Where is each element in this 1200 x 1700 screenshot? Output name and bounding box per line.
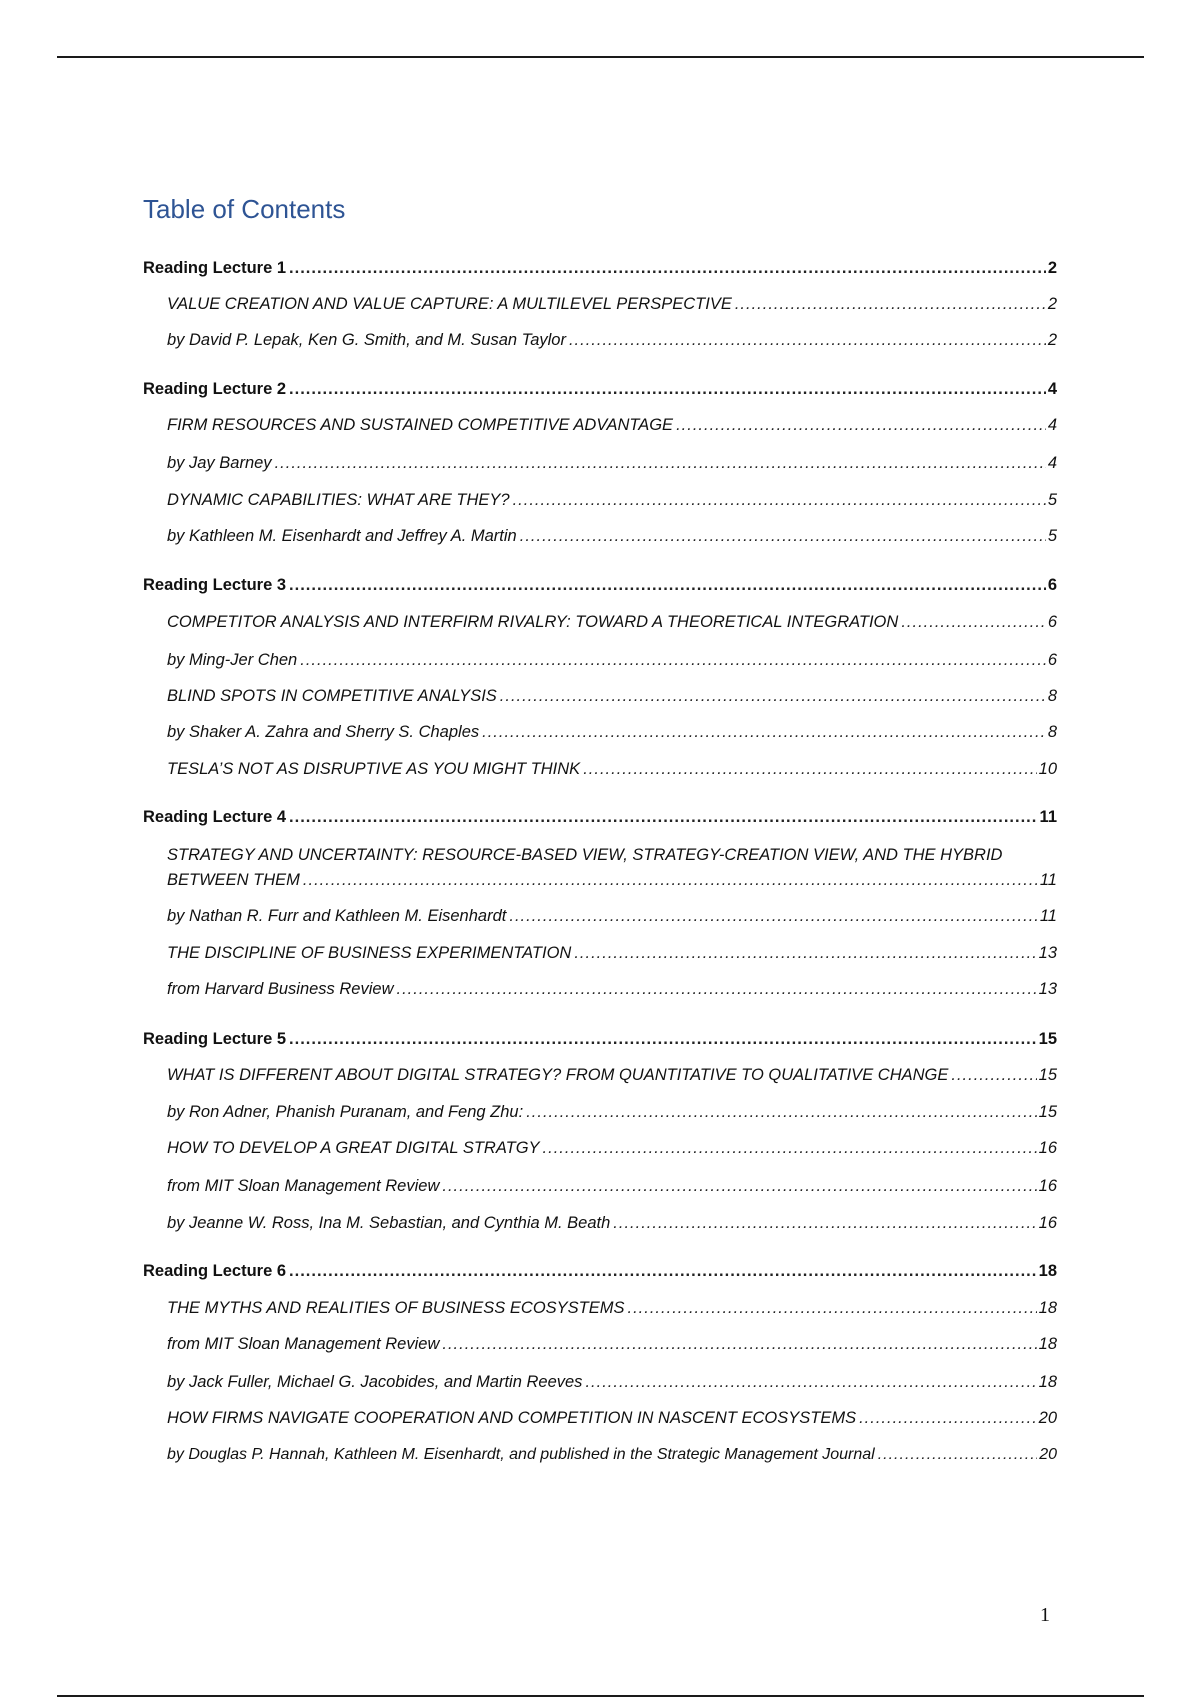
dot-leader	[735, 293, 1046, 315]
page-number: 1	[1040, 1604, 1050, 1626]
dot-leader	[526, 1101, 1036, 1123]
toc-heading[interactable]	[143, 257, 1057, 279]
toc-entry[interactable]	[167, 978, 1057, 1000]
toc-entry-label: by Jack Fuller, Michael G. Jacobides, and Martin Reeves	[167, 1373, 583, 1391]
toc-page-number: 6	[1047, 651, 1057, 669]
toc-entry-label: by Jeanne W. Ross, Ina M. Sebastian, and Cynthia M. Beath	[167, 1214, 611, 1232]
toc-entry-label: THE DISCIPLINE OF BUSINESS EXPERIMENTATION	[167, 944, 572, 962]
dot-leader	[442, 1175, 1036, 1197]
dot-leader	[543, 1137, 1037, 1159]
dot-leader	[585, 1371, 1036, 1393]
toc-entry-label: by Ming-Jer Chen	[167, 651, 298, 669]
toc-page-number: 4	[1047, 380, 1057, 398]
dot-leader	[300, 649, 1046, 671]
dot-leader	[397, 978, 1037, 1000]
dot-leader	[303, 869, 1038, 891]
dot-leader	[901, 611, 1046, 633]
toc-page-number: 11	[1039, 907, 1057, 925]
toc-heading-label: Reading Lecture 4	[143, 808, 287, 826]
dot-leader	[878, 1444, 1037, 1466]
toc-page-number: 16	[1038, 1139, 1057, 1157]
toc-page-number: 2	[1047, 295, 1057, 313]
page-title: Table of Contents	[143, 194, 346, 224]
toc-heading[interactable]	[143, 574, 1057, 596]
toc-entry-label: COMPETITOR ANALYSIS AND INTERFIRM RIVALRY: TOWARD A THEORETICAL INTEGRATION	[167, 613, 899, 631]
toc-page-number: 15	[1038, 1066, 1057, 1084]
toc-entry[interactable]	[167, 1212, 1057, 1234]
dot-leader	[520, 525, 1046, 547]
toc-page-number: 15	[1038, 1103, 1057, 1121]
toc-page-number: 20	[1038, 1409, 1057, 1427]
toc-entry-first-line[interactable]	[167, 844, 1002, 866]
toc-entry-label: WHAT IS DIFFERENT ABOUT DIGITAL STRATEGY? FROM QUANTITATIVE TO QUALITATIVE CHANGE	[167, 1066, 949, 1084]
toc-entry[interactable]	[167, 905, 1057, 927]
toc-entry[interactable]	[167, 1297, 1057, 1319]
dot-leader	[289, 806, 1038, 828]
toc-page-number: 5	[1047, 491, 1057, 509]
toc-entry-label: DYNAMIC CAPABILITIES: WHAT ARE THEY?	[167, 491, 510, 509]
toc-page-number: 18	[1038, 1373, 1057, 1391]
toc-entry[interactable]	[167, 685, 1057, 707]
toc-entry-label: from MIT Sloan Management Review	[167, 1177, 440, 1195]
dot-leader	[509, 905, 1038, 927]
toc-entry[interactable]	[167, 1175, 1057, 1197]
toc-entry[interactable]	[167, 1444, 1057, 1466]
toc-entry-label: HOW TO DEVELOP A GREAT DIGITAL STRATGY	[167, 1139, 540, 1157]
toc-heading[interactable]	[143, 1260, 1057, 1282]
toc-entry-label: BLIND SPOTS IN COMPETITIVE ANALYSIS	[167, 687, 497, 705]
dot-leader	[676, 414, 1046, 436]
toc-page-number: 18	[1038, 1335, 1057, 1353]
toc-entry[interactable]	[167, 1371, 1057, 1393]
toc-page-number: 6	[1047, 613, 1057, 631]
toc-entry[interactable]	[167, 1101, 1057, 1123]
toc-entry[interactable]	[167, 1407, 1057, 1429]
toc-page-number: 16	[1038, 1214, 1057, 1232]
toc-heading-label: Reading Lecture 6	[143, 1262, 287, 1280]
toc-entry-label: by David P. Lepak, Ken G. Smith, and M. Susan Taylor	[167, 331, 566, 349]
toc-heading-label: Reading Lecture 3	[143, 576, 287, 594]
toc-entry-label: FIRM RESOURCES AND SUSTAINED COMPETITIVE ADVANTAGE	[167, 416, 674, 434]
toc-entry[interactable]	[167, 525, 1057, 547]
toc-page-number: 18	[1038, 1262, 1057, 1280]
toc-entry-label: by Ron Adner, Phanish Puranam, and Feng Zhu:	[167, 1103, 524, 1121]
dot-leader	[289, 574, 1046, 596]
dot-leader	[513, 489, 1046, 511]
toc-page-number: 20	[1039, 1446, 1057, 1463]
toc-page-number: 15	[1038, 1030, 1057, 1048]
toc-heading-label: Reading Lecture 1	[143, 259, 287, 277]
footer-rule	[57, 1695, 1144, 1697]
dot-leader	[859, 1407, 1037, 1429]
dot-leader	[500, 685, 1046, 707]
toc-entry[interactable]	[167, 293, 1057, 315]
toc-entry[interactable]	[167, 489, 1057, 511]
toc-entry-label: STRATEGY AND UNCERTAINTY: RESOURCE-BASED VIEW, STRATEGY-CREATION VIEW, AND THE HYBRID	[167, 846, 1003, 864]
toc-entry[interactable]	[167, 758, 1057, 780]
toc-entry[interactable]	[167, 1137, 1057, 1159]
toc-page-number: 16	[1038, 1177, 1057, 1195]
toc-entry[interactable]	[167, 721, 1057, 743]
toc-entry[interactable]	[167, 1333, 1057, 1355]
toc-entry-label: TESLA’S NOT AS DISRUPTIVE AS YOU MIGHT THINK	[167, 760, 581, 778]
toc-entry[interactable]	[167, 329, 1057, 351]
toc-page-number: 13	[1038, 944, 1057, 962]
dot-leader	[628, 1297, 1037, 1319]
dot-leader	[289, 1260, 1037, 1282]
toc-entry-label: by Douglas P. Hannah, Kathleen M. Eisenhardt, and published in the Strategic Management Journal	[167, 1446, 875, 1463]
dot-leader	[569, 329, 1046, 351]
toc-entry-label: by Shaker A. Zahra and Sherry S. Chaples	[167, 723, 480, 741]
toc-entry-label: by Jay Barney	[167, 454, 272, 472]
toc-entry[interactable]	[167, 611, 1057, 633]
toc-heading[interactable]	[143, 378, 1057, 400]
toc-entry[interactable]	[167, 1064, 1057, 1086]
toc-page-number: 2	[1047, 259, 1057, 277]
toc-page-number: 4	[1047, 454, 1057, 472]
dot-leader	[613, 1212, 1036, 1234]
dot-leader	[951, 1064, 1036, 1086]
toc-entry[interactable]	[167, 649, 1057, 671]
toc-heading-label: Reading Lecture 2	[143, 380, 287, 398]
toc-page-number: 8	[1047, 723, 1057, 741]
toc-entry[interactable]	[167, 869, 1057, 891]
toc-entry-label: THE MYTHS AND REALITIES OF BUSINESS ECOSYSTEMS	[167, 1299, 625, 1317]
toc-entry[interactable]	[167, 942, 1057, 964]
dot-leader	[574, 942, 1036, 964]
dot-leader	[289, 257, 1046, 279]
toc-heading[interactable]	[143, 1028, 1057, 1050]
toc-entry-label: HOW FIRMS NAVIGATE COOPERATION AND COMPETITION IN NASCENT ECOSYSTEMS	[167, 1409, 857, 1427]
toc-entry[interactable]	[167, 414, 1057, 436]
dot-leader	[275, 452, 1046, 474]
toc-page-number: 4	[1047, 416, 1057, 434]
dot-leader	[442, 1333, 1036, 1355]
dot-leader	[289, 1028, 1037, 1050]
toc-entry-label: VALUE CREATION AND VALUE CAPTURE: A MULTILEVEL PERSPECTIVE	[167, 295, 732, 313]
dot-leader	[289, 378, 1046, 400]
toc-entry[interactable]	[167, 452, 1057, 474]
toc-page-number: 2	[1047, 331, 1057, 349]
toc-heading-label: Reading Lecture 5	[143, 1030, 287, 1048]
toc-page-number: 11	[1039, 871, 1057, 889]
toc-page-number: 13	[1038, 980, 1057, 998]
dot-leader	[482, 721, 1046, 743]
toc-entry-label-continued: BETWEEN THEM	[167, 871, 300, 889]
toc-page-number: 18	[1038, 1299, 1057, 1317]
toc-entry-label: by Kathleen M. Eisenhardt and Jeffrey A. Martin	[167, 527, 517, 545]
toc-entry-label: by Nathan R. Furr and Kathleen M. Eisenhardt	[167, 907, 507, 925]
toc-heading[interactable]	[143, 806, 1057, 828]
toc-page-number: 8	[1047, 687, 1057, 705]
toc-page-number: 5	[1047, 527, 1057, 545]
toc-page-number: 10	[1038, 760, 1057, 778]
header-rule	[57, 56, 1144, 58]
toc-page-number: 11	[1039, 808, 1057, 826]
toc-page-number: 6	[1047, 576, 1057, 594]
dot-leader	[583, 758, 1036, 780]
toc-entry-label: from Harvard Business Review	[167, 980, 394, 998]
toc-entry-label: from MIT Sloan Management Review	[167, 1335, 440, 1353]
